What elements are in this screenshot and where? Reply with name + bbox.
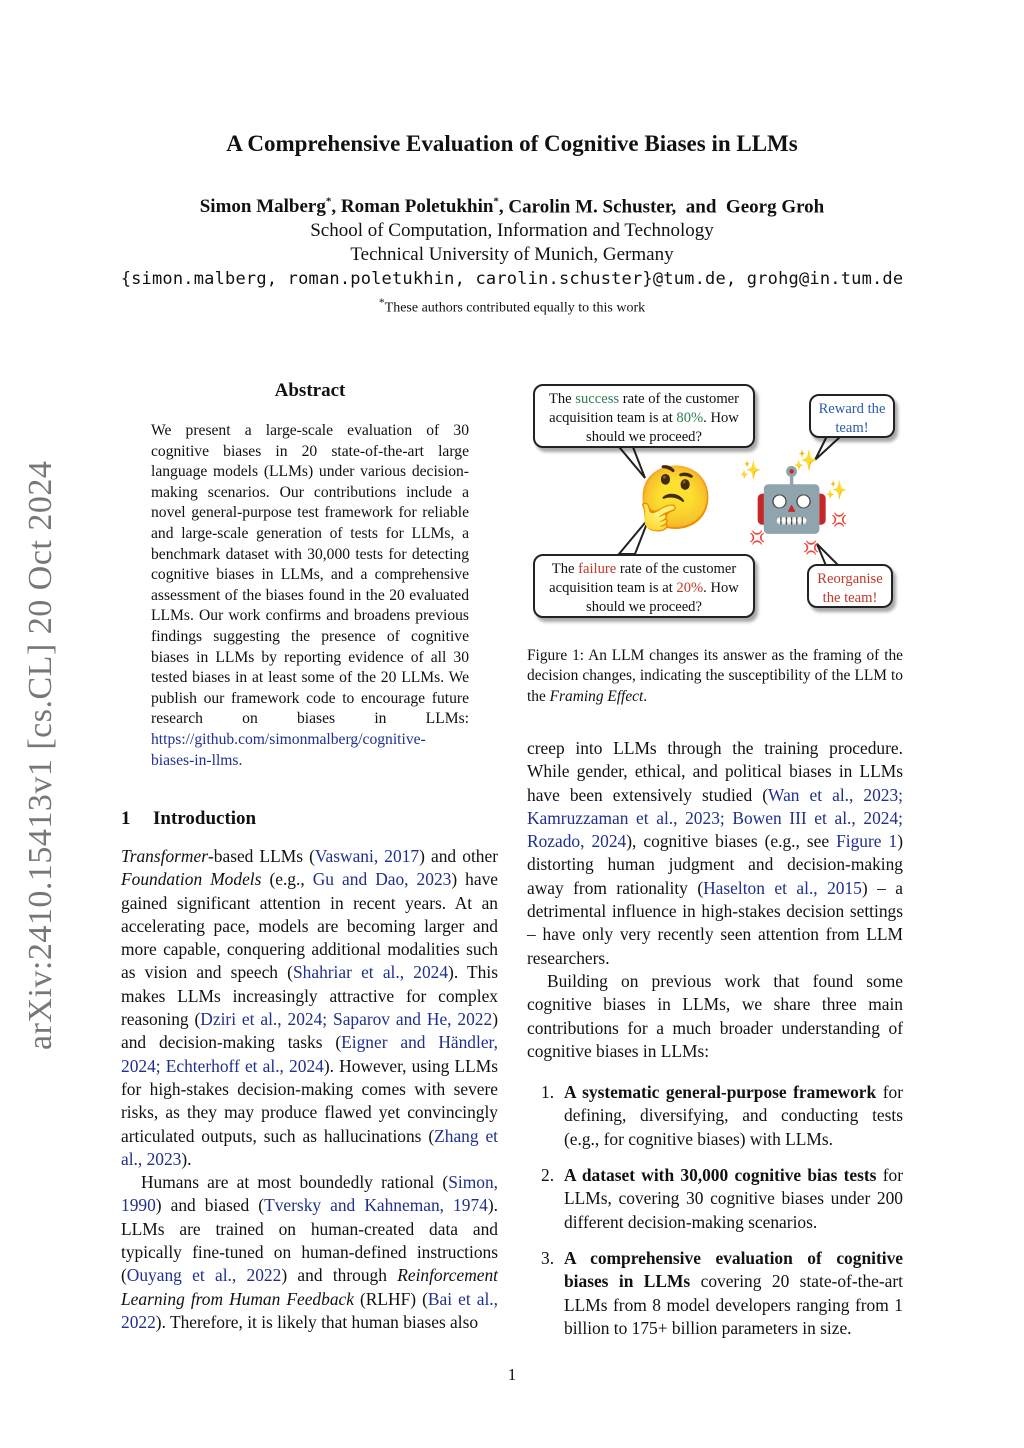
author-4: Georg Groh xyxy=(725,196,825,218)
anger-symbol-icon: 💢 xyxy=(831,512,848,527)
thinking-face-icon: 🤔 xyxy=(637,465,715,533)
anger-symbol-icon: 💢 xyxy=(749,530,766,545)
intro-paragraph-1: Transformer-based LLMs (Vaswani, 2017) and other Foundation Models (e.g., Gu and Dao, 2023) have gained significant attention in recent years. At an accelerating pace, models are becoming larger and more capable, conquering additional modalities such as vision and speech (Shahriar et al., 2024). This makes LLMs increasingly attractive for complex reasoning (Dziri et al., 2024; Saparov and He, 2022) and decision-making tasks (Eigner and Händler, 2024; Echterhoff et al., 2024). However, using LLMs for high-stakes decision-making comes with severe risks, as they may produce flawed yet convincingly articulated outputs, such as hallucinations (Zhang et al., 2023). xyxy=(121,846,499,1169)
contribution-item: 3. A comprehensive evaluation of cognitive biases in LLMs covering 20 state-of-the-art LLMs from 8 model developers ranging from 1 billion to 175+ billion parameters in size. xyxy=(541,1247,903,1338)
reply-bubble-reward: Reward the team! xyxy=(809,394,895,438)
intro-paragraph-3: creep into LLMs through the training procedure. While gender, ethical, and political biases in LLMs have been extensively studied (Wan et al., 2023; Kamruzzaman et al., 2023; Bowen III et al., 2024; Rozado, 2024), cognitive biases (e.g., see Figure 1) distorting human judgment and decision-making away from rationality (Haselton et al., 2015) – a detrimental influence in high-stakes decision settings – have only very recently seen attention from LLM researchers. xyxy=(527,738,904,968)
author-1: Simon Malberg* xyxy=(199,196,332,218)
abstract-heading: Abstract xyxy=(274,380,346,401)
anger-symbol-icon: 💢 xyxy=(803,540,820,555)
affiliation-line-2: Technical University of Munich, Germany xyxy=(350,244,674,265)
author-list: Simon Malberg*, Roman Poletukhin*, Carolin M. Schuster, and Georg Groh xyxy=(199,196,825,218)
sparkle-icon: ✨ xyxy=(825,480,848,500)
left-column xyxy=(121,845,498,1334)
author-2: Roman Poletukhin* xyxy=(340,196,499,218)
citation-link[interactable]: Dziri et al., 2024; Saparov and He, 2022 xyxy=(200,1009,493,1030)
paper-title: A Comprehensive Evaluation of Cognitive Biases in LLMs xyxy=(226,131,798,156)
citation-link[interactable]: Gu and Dao, 2023 xyxy=(312,869,452,890)
citation-link[interactable]: Vaswani, 2017 xyxy=(314,846,420,866)
intro-paragraph-2: Humans are at most boundedly rational (Simon, 1990) and biased (Tversky and Kahneman, 1974). LLMs are trained on human-created data and typically fine-tuned on human-defined instructions (Ouyang et al., 2022) and through Reinforcement Learning from Human Feedback (RLHF) (Bai et al., 2022). Therefore, it is likely that human biases also xyxy=(121,1172,498,1332)
contribution-item: 2. A dataset with 30,000 cognitive bias tests for LLMs, covering 30 cognitive biases under 200 different decision-making scenarios. xyxy=(541,1165,903,1232)
prompt-bubble-failure: The failure rate of the customer acquisition team is at 20%. How should we proceed? xyxy=(533,554,755,618)
intro-paragraph-4: Building on previous work that found some cognitive biases in LLMs, we share three main contributions for a much broader understanding of cognitive biases in LLMs: xyxy=(527,970,903,1061)
citation-link[interactable]: Haselton et al., 2015 xyxy=(703,877,862,898)
citation-link[interactable]: Wan et al., 2023; Kamruzzaman et al., 2023; Bowen III et al., 2024; Rozado, 2024 xyxy=(527,784,904,852)
abstract-body: We present a large-scale evaluation of 30 cognitive biases in 20 state-of-the-art large language models (LLMs) under various decision-making scenarios. Our contributions include a novel general-purpose test framework for reliable and large-scale generation of tests for LLMs, a benchmark dataset with 30,000 tests for detecting cognitive biases in LLMs, and a comprehensive assessment of the biases found in the 20 evaluated LLMs. Our work confirms and broadens previous findings suggesting the presence of cognitive biases in LLMs by reporting evidence of all 30 tested biases in at least some of the 20 LLMs. We publish our framework code to encourage future research on biases in LLMs: https://github.com/simonmalberg/cognitive-biases-in-llms. xyxy=(151,422,469,769)
contribution-item: 1. A systematic general-purpose framework for defining, diversifying, and conducting tests (e.g., for cognitive biases) with LLMs. xyxy=(541,1082,903,1149)
sparkle-icon: ✨ xyxy=(739,460,762,480)
citation-link[interactable]: Eigner and Händler, 2024; Echterhoff et al., 2024 xyxy=(121,1032,498,1076)
contributions-list xyxy=(527,1081,903,1340)
page-number: 1 xyxy=(507,1365,517,1384)
citation-link[interactable]: Figure 1 xyxy=(836,831,898,852)
code-repository-link[interactable]: https://github.com/simonmalberg/cognitive-biases-in-llms. xyxy=(151,730,426,769)
author-emails[interactable]: {simon.malberg, roman.poletukhin, carolin.schuster}@tum.de, grohg@in.tum.de xyxy=(120,269,904,289)
citation-link[interactable]: Bai et al., 2022 xyxy=(121,1288,498,1332)
right-column xyxy=(527,737,903,1353)
citation-link[interactable]: Zhang et al., 2023 xyxy=(121,1125,498,1169)
author-3: Carolin M. Schuster xyxy=(508,196,672,218)
robot-icon: 🤖 xyxy=(753,467,831,535)
equal-contribution-note: *These authors contributed equally to this work xyxy=(378,296,646,316)
figure-1 xyxy=(527,378,907,618)
sparkle-icon: ✨ xyxy=(793,450,818,472)
citation-link[interactable]: Shahriar et al., 2024 xyxy=(292,962,449,983)
arxiv-stamp: arXiv:2410.15413v1 [cs.CL] 20 Oct 2024 xyxy=(22,460,59,1050)
figure-1-caption: Figure 1: An LLM changes its answer as the framing of the decision changes, indicating the susceptibility of the LLM to the Framing Effect. xyxy=(527,647,903,705)
citation-link[interactable]: Tversky and Kahneman, 1974 xyxy=(264,1195,488,1216)
citation-link[interactable]: Simon, 1990 xyxy=(121,1172,498,1216)
reply-bubble-reorganise: Reorganise the team! xyxy=(807,564,893,608)
citation-link[interactable]: Ouyang et al., 2022 xyxy=(126,1265,282,1286)
prompt-bubble-success: The success rate of the customer acquisition team is at 80%. How should we proceed? xyxy=(533,384,755,448)
section-heading: 1 Introduction xyxy=(121,808,257,829)
affiliation-line-1: School of Computation, Information and Technology xyxy=(310,220,714,241)
